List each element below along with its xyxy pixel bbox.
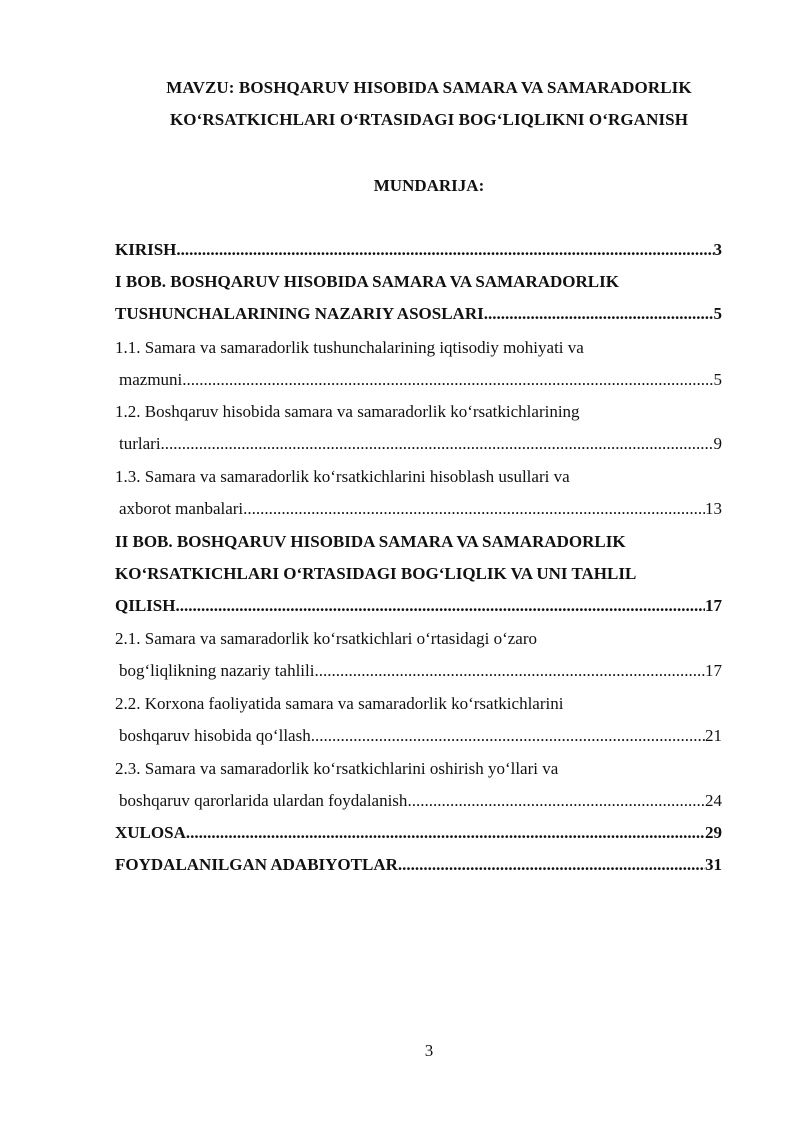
toc-page-number: 17 [705,596,722,615]
dot-leader [182,368,713,392]
dot-leader [186,821,705,845]
toc-entry-2-2 [119,724,722,748]
dot-leader [175,594,705,618]
toc-entry-text: boshqaruv hisobida qo‘llash [119,726,311,745]
toc-entry-text: KIRISH [115,240,177,259]
toc-page-number: 5 [713,370,722,389]
toc-entry-2-2-line1: 2.2. Korxona faoliyatida samara va samaradorlik ko‘rsatkichlarini [115,694,564,713]
toc-page-number: 13 [705,499,722,518]
dot-leader [243,497,705,521]
toc-entry-text: QILISH [115,596,176,615]
toc-entry-text: TUSHUNCHALARINING NAZARIY ASOSLARI [115,304,484,323]
dot-leader [314,659,705,683]
dot-leader [311,724,705,748]
toc-entry-bob2 [115,594,722,618]
topic-title-line-1: MAVZU: BOSHQARUV HISOBIDA SAMARA VA SAMARADORLIK [166,78,692,97]
toc-entry-text: FOYDALANILGAN ADABIYOTLAR [115,855,398,874]
toc-entry-bob1-line1: I BOB. BOSHQARUV HISOBIDA SAMARA VA SAMARADORLIK [115,272,619,291]
toc-page-number: 31 [705,855,722,874]
toc-entry-bob1 [115,302,722,326]
toc-entry-1-2-line1: 1.2. Boshqaruv hisobida samara va samaradorlik ko‘rsatkichlarining [115,402,580,421]
toc-entry-text: turlari [119,434,161,453]
toc-entry-1-1-line1: 1.1. Samara va samaradorlik tushunchalarining iqtisodiy mohiyati va [115,338,584,357]
topic-title-line-2: KO‘RSATKICHLARI O‘RTASIDAGI BOG‘LIQLIKNI O‘RGANISH [169,110,689,129]
toc-entry-1-2 [119,432,722,456]
dot-leader [484,302,714,326]
toc-entry-text: mazmuni [119,370,183,389]
toc-page-number: 21 [705,726,722,745]
toc-page-number: 29 [705,823,722,842]
toc-heading: MUNDARIJA: [373,176,485,195]
toc-entry-kirish [115,238,722,262]
toc-entry-2-3 [119,789,722,813]
toc-entry-2-3-line1: 2.3. Samara va samaradorlik ko‘rsatkichlarini oshirish yo‘llari va [115,759,559,778]
page-number: 3 [424,1041,434,1060]
dot-leader [161,432,714,456]
dot-leader [398,853,705,877]
toc-entry-adabiyotlar [115,853,722,877]
toc-entry-bob2-line1: II BOB. BOSHQARUV HISOBIDA SAMARA VA SAMARADORLIK [115,532,626,551]
toc-entry-text: boshqaruv qarorlarida ulardan foydalanish [119,791,408,810]
toc-page-number: 5 [713,304,722,323]
toc-entry-1-3-line1: 1.3. Samara va samaradorlik ko‘rsatkichlarini hisoblash usullari va [115,467,570,486]
toc-entry-text: bog‘liqlikning nazariy tahlili [119,661,315,680]
toc-entry-bob2-line2: KO‘RSATKICHLARI O‘RTASIDAGI BOG‘LIQLIK VA UNI TAHLIL [115,564,637,583]
toc-page-number: 24 [705,791,722,810]
toc-entry-text: XULOSA [115,823,186,842]
toc-page-number: 3 [713,240,722,259]
toc-page-number: 17 [705,661,722,680]
toc-entry-2-1-line1: 2.1. Samara va samaradorlik ko‘rsatkichlari o‘rtasidagi o‘zaro [115,629,538,648]
toc-entry-1-3 [119,497,722,521]
dot-leader [407,789,705,813]
toc-entry-xulosa [115,821,722,845]
toc-entry-2-1 [119,659,722,683]
toc-entry-1-1 [119,368,722,392]
dot-leader [176,238,713,262]
toc-entry-text: axborot manbalari [119,499,244,518]
toc-page-number: 9 [713,434,722,453]
